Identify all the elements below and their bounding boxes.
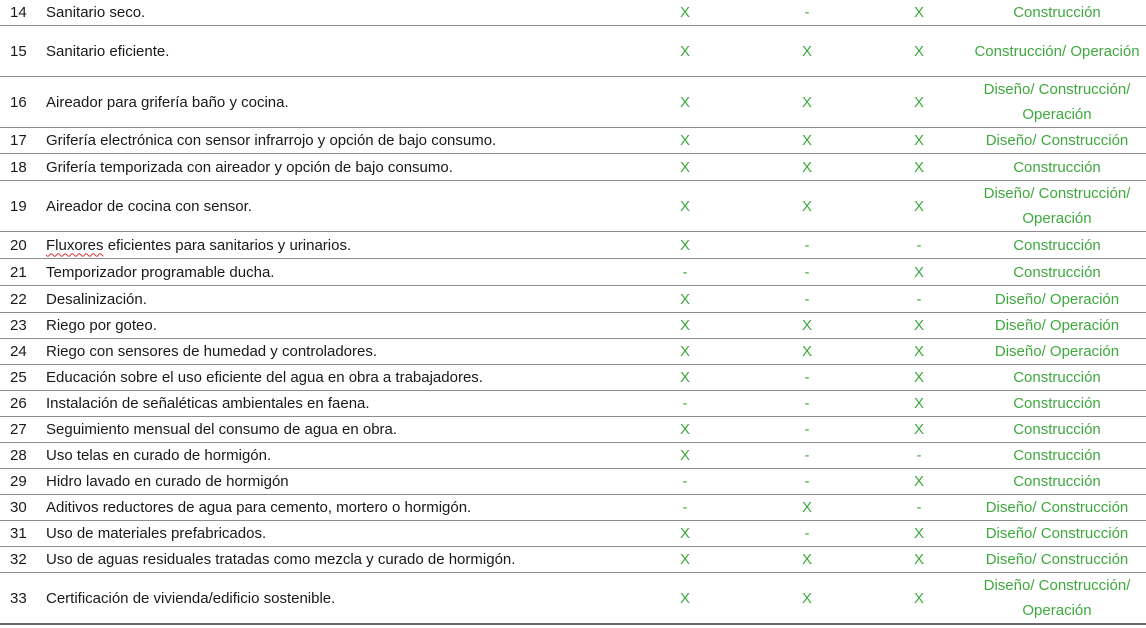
mark-col-3: X [913, 197, 924, 215]
measure-description: Hidro lavado en curado de hormigón [46, 473, 289, 490]
measure-description: Sanitario seco. [46, 4, 146, 21]
row-number: 14 [10, 4, 27, 21]
mark-col-3: X [913, 263, 924, 281]
mark-col-1: X [679, 369, 690, 386]
table-row [0, 0, 1146, 26]
measure-description: Sanitario eficiente. [46, 42, 170, 60]
mark-col-2: - [804, 4, 810, 21]
mark-col-3: - [916, 290, 922, 308]
mark-col-1: X [679, 589, 690, 607]
mark-col-2: - [804, 263, 810, 281]
measure-description: Uso de materiales prefabricados. [46, 525, 267, 542]
stage-cell: Diseño/ Construcción [985, 132, 1129, 149]
table-row [0, 573, 1146, 625]
mark-col-2: X [801, 551, 812, 568]
mark-col-1: X [679, 42, 690, 60]
measure-description: Temporizador programable ducha. [46, 263, 275, 281]
table-row [0, 181, 1146, 232]
mark-col-3: X [913, 589, 924, 607]
mark-col-2: X [801, 589, 812, 607]
mark-col-3: X [913, 525, 924, 542]
row-number: 18 [10, 158, 27, 176]
mark-col-3: X [913, 4, 924, 21]
mark-col-2: X [801, 132, 812, 149]
mark-col-2: - [804, 473, 810, 490]
mark-col-1: - [682, 263, 688, 281]
table-row [0, 286, 1146, 313]
row-number: 26 [10, 395, 27, 412]
mark-col-1: X [679, 447, 690, 464]
measure-description: Desalinización. [46, 290, 147, 308]
mark-col-1: X [679, 317, 690, 334]
table-row [0, 443, 1146, 469]
table-row [0, 26, 1146, 77]
mark-col-2: X [801, 197, 812, 215]
row-number: 31 [10, 525, 27, 542]
measure-description: Instalación de señaléticas ambientales en faena. [46, 395, 370, 412]
measure-description: Aireador para grifería baño y cocina. [46, 93, 289, 111]
row-number: 23 [10, 317, 27, 334]
stage-cell: Construcción/ Operación [974, 42, 1140, 60]
stage-cell: Construcción [1013, 395, 1101, 412]
stage-cell: Diseño/ Construcción/ Operación [983, 185, 1131, 227]
measure-description: Uso telas en curado de hormigón. [46, 447, 272, 464]
mark-col-3: X [913, 343, 924, 360]
mark-col-3: X [913, 551, 924, 568]
stage-cell: Diseño/ Operación [994, 290, 1120, 308]
measure-description: Riego por goteo. [46, 317, 157, 334]
mark-col-1: X [679, 4, 690, 21]
mark-col-1: X [679, 236, 690, 254]
mark-col-3: X [913, 421, 924, 438]
measure-description: Grifería temporizada con aireador y opción de bajo consumo. [46, 158, 453, 176]
mark-col-2: X [801, 317, 812, 334]
measure-description: Seguimiento mensual del consumo de agua en obra. [46, 421, 398, 438]
table-row [0, 547, 1146, 573]
stage-cell: Construcción [1013, 473, 1101, 490]
mark-col-2: - [804, 525, 810, 542]
row-number: 24 [10, 343, 27, 360]
table-row [0, 391, 1146, 417]
stage-cell: Diseño/ Construcción [985, 499, 1129, 516]
row-number: 32 [10, 551, 27, 568]
mark-col-2: - [804, 395, 810, 412]
stage-cell: Construcción [1013, 421, 1101, 438]
row-number: 33 [10, 589, 27, 607]
mark-col-2: X [801, 499, 812, 516]
mark-col-3: - [916, 236, 922, 254]
row-number: 28 [10, 447, 27, 464]
row-number: 21 [10, 263, 27, 281]
row-number: 27 [10, 421, 27, 438]
mark-col-3: - [916, 499, 922, 516]
row-number: 20 [10, 236, 27, 254]
mark-col-1: X [679, 93, 690, 111]
row-number: 30 [10, 499, 27, 516]
row-number: 29 [10, 473, 27, 490]
measure-description-rest: eficientes para sanitarios y urinarios. [103, 236, 352, 254]
table-row [0, 128, 1146, 154]
table-row [0, 469, 1146, 495]
mark-col-1: X [679, 421, 690, 438]
table-row [0, 154, 1146, 181]
table-row [0, 232, 1146, 259]
mark-col-2: - [804, 236, 810, 254]
measure-description [36, 232, 626, 259]
measure-description: Certificación de vivienda/edificio sostenible. [46, 589, 336, 607]
row-number: 19 [10, 197, 27, 215]
mark-col-3: X [913, 158, 924, 176]
measure-description: Riego con sensores de humedad y controladores. [46, 343, 378, 360]
table-row [0, 259, 1146, 286]
mark-col-2: - [804, 290, 810, 308]
mark-col-1: - [682, 499, 688, 516]
table-row [0, 339, 1146, 365]
spellcheck-word: Fluxores [46, 236, 104, 254]
stage-cell: Diseño/ Operación [994, 317, 1120, 334]
mark-col-1: X [679, 132, 690, 149]
table-row [0, 365, 1146, 391]
mark-col-3: X [913, 369, 924, 386]
mark-col-1: - [682, 395, 688, 412]
mark-col-1: X [679, 343, 690, 360]
stage-cell: Construcción [1013, 236, 1101, 254]
table-row [0, 77, 1146, 128]
mark-col-2: X [801, 343, 812, 360]
table-row [0, 495, 1146, 521]
mark-col-1: X [679, 551, 690, 568]
table-row [0, 521, 1146, 547]
measure-description: Aditivos reductores de agua para cemento, mortero o hormigón. [46, 499, 472, 516]
stage-cell: Construcción [1013, 158, 1101, 176]
mark-col-2: - [804, 369, 810, 386]
mark-col-1: X [679, 158, 690, 176]
row-number: 17 [10, 132, 27, 149]
measure-description: Grifería electrónica con sensor infrarrojo y opción de bajo consumo. [46, 132, 497, 149]
mark-col-2: X [801, 158, 812, 176]
mark-col-3: X [913, 132, 924, 149]
stage-cell: Construcción [1013, 263, 1101, 281]
mark-col-3: X [913, 473, 924, 490]
row-number: 25 [10, 369, 27, 386]
mark-col-2: X [801, 93, 812, 111]
mark-col-3: - [916, 447, 922, 464]
stage-cell: Diseño/ Construcción [985, 551, 1129, 568]
measure-description: Uso de aguas residuales tratadas como mezcla y curado de hormigón. [46, 551, 516, 568]
mark-col-1: X [679, 525, 690, 542]
mark-col-2: - [804, 447, 810, 464]
mark-col-2: X [801, 42, 812, 60]
measure-description: Educación sobre el uso eficiente del agua en obra a trabajadores. [46, 369, 483, 386]
stage-cell: Diseño/ Construcción [985, 525, 1129, 542]
mark-col-1: - [682, 473, 688, 490]
measure-description: Aireador de cocina con sensor. [46, 197, 252, 215]
stage-cell: Diseño/ Operación [994, 343, 1120, 360]
mark-col-1: X [679, 290, 690, 308]
stage-cell: Construcción [1013, 4, 1101, 21]
table-row [0, 417, 1146, 443]
stage-cell: Diseño/ Construcción/ Operación [983, 577, 1131, 619]
row-number: 16 [10, 93, 27, 111]
stage-cell: Construcción [1013, 447, 1101, 464]
mark-col-3: X [913, 42, 924, 60]
row-number: 15 [10, 42, 27, 60]
mark-col-3: X [913, 93, 924, 111]
stage-cell: Construcción [1013, 369, 1101, 386]
table-row [0, 313, 1146, 339]
mark-col-3: X [913, 317, 924, 334]
mark-col-1: X [679, 197, 690, 215]
stage-cell: Diseño/ Construcción/ Operación [983, 81, 1131, 123]
mark-col-2: - [804, 421, 810, 438]
row-number: 22 [10, 290, 27, 308]
mark-col-3: X [913, 395, 924, 412]
